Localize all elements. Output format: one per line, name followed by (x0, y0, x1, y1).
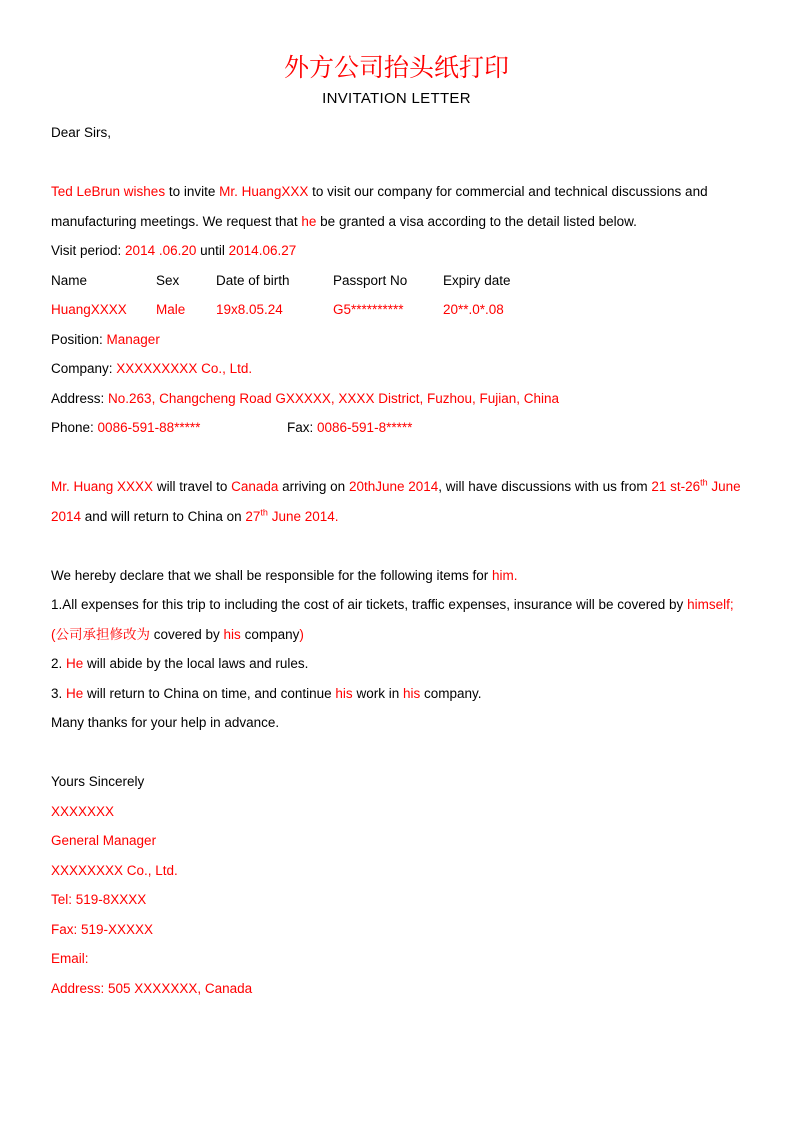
text-segment: 0086-591-88***** (97, 420, 201, 435)
text-segment: and will return to China on (81, 508, 246, 524)
table-cell (216, 266, 333, 296)
declaration-item-3 (51, 679, 742, 709)
declaration-item-1 (51, 590, 742, 649)
text-segment: covered by (150, 626, 224, 642)
table-cell (333, 266, 443, 296)
text-segment: 2014 .06.20 (125, 243, 197, 258)
declaration-item-2 (51, 649, 742, 679)
text-segment: Mr. HuangXXX (219, 184, 309, 199)
text-segment: General Manager (51, 833, 157, 848)
signature-tel (51, 885, 742, 915)
text-segment: ) (299, 626, 304, 642)
phone-fax-line (51, 413, 742, 443)
text-segment: Fax: (287, 420, 318, 435)
text-segment: June 2014 (51, 479, 741, 524)
text-segment: Address: 505 XXXXXXX, Canada (51, 980, 253, 996)
text-segment: Company: (51, 361, 117, 376)
text-segment: be granted a visa according to the detail listed below. (316, 213, 637, 229)
declaration-paragraph (51, 561, 742, 591)
text-segment: Canada (231, 479, 279, 494)
position-line (51, 325, 742, 355)
text-segment: G5********** (333, 302, 404, 317)
text-segment: Yours Sincerely (51, 774, 145, 789)
text-segment: work in (352, 685, 403, 701)
letter-body (51, 118, 742, 1003)
table-cell (156, 295, 216, 325)
thanks-line (51, 708, 742, 738)
text-segment: his (402, 685, 421, 701)
document-subtitle: INVITATION LETTER (322, 90, 471, 107)
text-segment: company. (420, 685, 482, 701)
travel-paragraph (51, 472, 742, 531)
blank-line (51, 738, 742, 768)
signature-address (51, 974, 742, 1004)
text-segment: XXXXXXXXX Co., Ltd. (116, 361, 253, 376)
text-segment: Phone: (51, 420, 98, 435)
table-cell (333, 295, 443, 325)
text-segment: We hereby declare that we shall be responsible for the following items for (51, 567, 492, 583)
intro-paragraph (51, 177, 742, 236)
text-segment: will abide by the local laws and rules. (83, 656, 309, 671)
text-segment: to invite (165, 184, 220, 199)
document-title-chinese: 外方公司抬头纸打印 (283, 53, 509, 82)
text-segment: 20**.0*.08 (443, 302, 504, 317)
text-segment: th (700, 477, 708, 488)
text-segment: to visit our company for commercial and technical discussions and manufacturing meetings. We request that (51, 184, 708, 229)
text-segment: Email: (51, 951, 89, 966)
signature-fax (51, 915, 742, 945)
text-segment: He (66, 685, 84, 701)
text-segment: will travel to (153, 479, 232, 494)
text-segment: Mr. Huang XXXX (51, 479, 154, 494)
text-segment: 19x8.05.24 (216, 302, 283, 317)
text-segment: 1.All expenses for this trip to including the cost of air tickets, traffic expenses, insurance will be covered by (51, 597, 688, 612)
text-segment: Passport No (333, 272, 408, 288)
signature-title (51, 826, 742, 856)
text-segment: Name (51, 272, 88, 288)
signature-company (51, 856, 742, 886)
text-segment: 20thJune 2014 (348, 479, 439, 494)
table-cell (287, 413, 412, 443)
text-segment: XXXXXXXX Co., Ltd. (51, 862, 178, 878)
text-segment: until (196, 243, 229, 258)
text-segment: his (223, 626, 241, 642)
table-cell (51, 266, 156, 296)
text-segment: , will have discussions with us from (438, 479, 652, 494)
text-segment: 2014.06.27 (228, 243, 297, 258)
text-segment: th (260, 507, 268, 517)
text-segment: Ted LeBrun wishes (51, 184, 166, 199)
text-segment: Dear Sirs, (51, 125, 112, 140)
text-segment: 21 st-26 (651, 479, 701, 494)
text-segment: Fax: 519-XXXXX (51, 921, 154, 937)
company-line (51, 354, 742, 384)
closing-line (51, 767, 742, 797)
blank-line (51, 443, 742, 473)
table-cell (443, 266, 511, 296)
text-segment: 27 (245, 508, 261, 524)
text-segment: will return to China on time, and continue (83, 685, 336, 701)
signature-name (51, 797, 742, 827)
text-segment: Date of birth (216, 272, 290, 288)
visit-period-line (51, 236, 742, 266)
text-segment: arriving on (278, 479, 349, 494)
table-cell (51, 295, 156, 325)
text-segment: Manager (106, 331, 160, 347)
text-segment: Tel: 519-8XXXX (51, 892, 147, 907)
text-segment: 0086-591-8***** (317, 420, 413, 435)
text-segment: XXXXXXX (51, 803, 115, 819)
text-segment: HuangXXXX (51, 302, 127, 317)
visitor-table-values (51, 295, 742, 325)
text-segment: himself;(公司承担修改为 (51, 597, 734, 642)
signature-email (51, 944, 742, 974)
text-segment: Many thanks for your help in advance. (51, 715, 280, 730)
table-cell (216, 295, 333, 325)
text-segment: 3. (51, 685, 67, 701)
blank-line (51, 531, 742, 561)
text-segment: 2. (51, 656, 67, 671)
text-segment: Male (156, 302, 186, 317)
text-segment: Visit period: (51, 243, 126, 258)
text-segment: He (66, 656, 84, 671)
text-segment: company (240, 626, 300, 642)
text-segment: Expiry date (443, 272, 511, 288)
text-segment: Position: (51, 331, 107, 347)
table-cell (51, 413, 287, 443)
visitor-table-header (51, 266, 742, 296)
text-segment: No.263, Changcheng Road GXXXXX, XXXX District, Fuzhou, Fujian, China (108, 390, 560, 406)
blank-line (51, 148, 742, 178)
text-segment: Address: (51, 390, 109, 406)
table-cell (156, 266, 216, 296)
text-segment: his (335, 685, 353, 701)
text-segment: he (301, 213, 317, 229)
salutation (51, 118, 742, 148)
text-segment: Sex (156, 272, 180, 288)
text-segment: June 2014. (267, 508, 339, 524)
table-cell (443, 295, 504, 325)
text-segment: him. (491, 567, 518, 583)
address-line (51, 384, 742, 414)
